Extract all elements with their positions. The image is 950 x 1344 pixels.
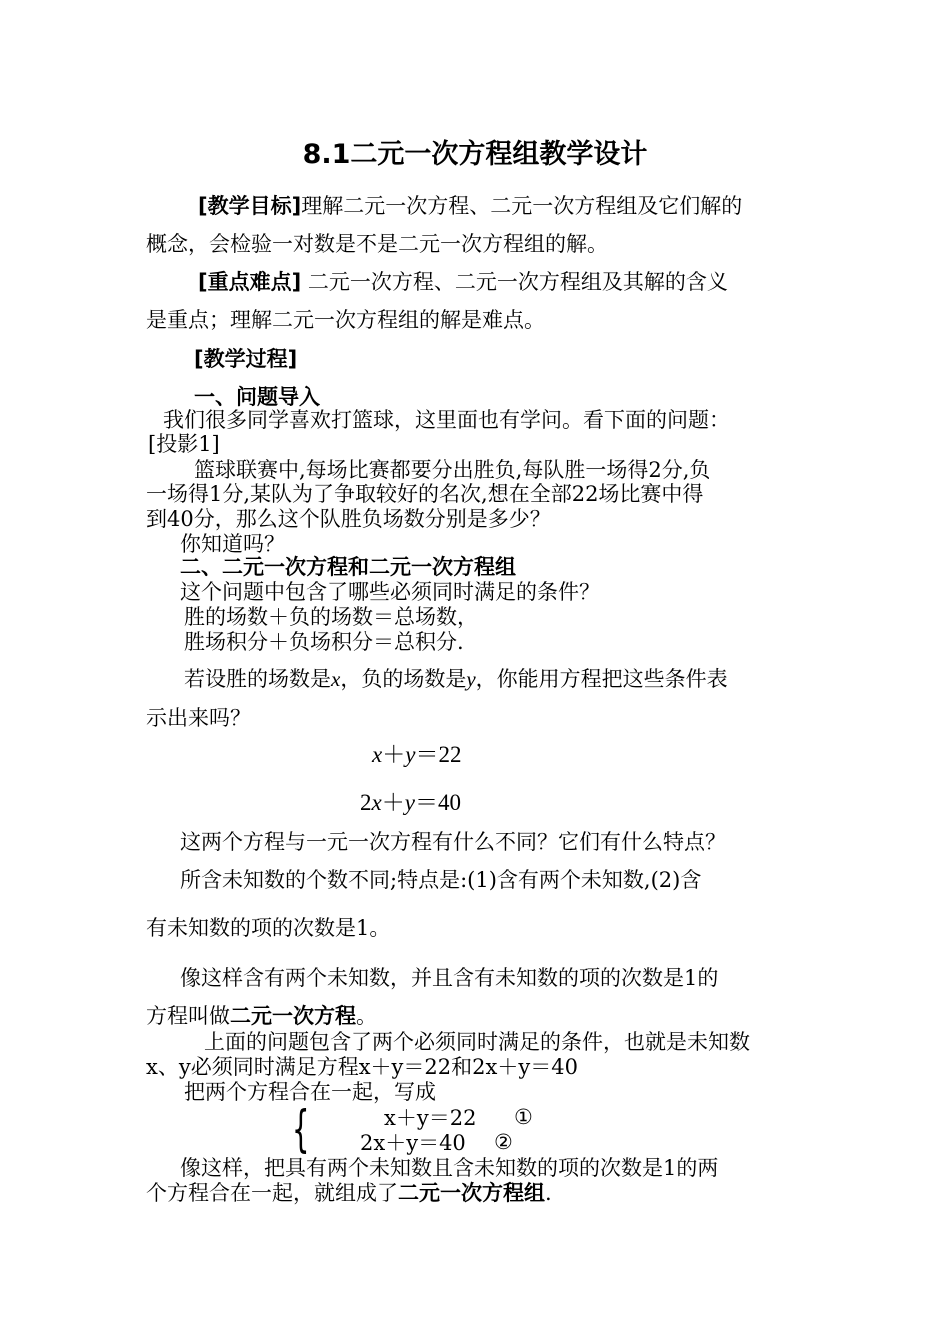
definition-1-term: 二元一次方程	[230, 1004, 356, 1028]
problem-line-2: 一场得1分,某队为了争取较好的名次,想在全部22场比赛中得	[146, 482, 704, 506]
variable-x: x	[331, 667, 341, 691]
equation-1-plus: ＋	[382, 742, 406, 767]
section-2-heading: 二、二元一次方程和二元一次方程组	[180, 555, 516, 579]
keypoints-text: 二元一次方程、二元一次方程组及其解的含义	[301, 270, 728, 294]
combine-text: 把两个方程合在一起，写成	[184, 1080, 436, 1104]
answer-line-2: 有未知数的项的次数是1。	[146, 916, 391, 940]
system-brace: {	[292, 1100, 310, 1158]
set-variable-text-2: ，负的场数是	[340, 667, 467, 691]
condition-1: 胜的场数＋负的场数＝总场数，	[184, 605, 478, 629]
definition-2-line-2	[146, 1181, 552, 1205]
system-marker-2: ②	[494, 1130, 513, 1154]
equation-2-plus: ＋	[381, 790, 405, 815]
problem-line-3: 到40分，那么这个队胜负场数分别是多少？	[146, 507, 551, 531]
conditions-line-1: 上面的问题包含了两个必须同时满足的条件，也就是未知数	[204, 1030, 750, 1054]
conditions-question: 这个问题中包含了哪些必须同时满足的条件？	[180, 580, 600, 604]
condition-2: 胜场积分＋负场积分＝总积分.	[184, 630, 464, 654]
set-variable-text-1: 若设胜的场数是	[184, 667, 331, 691]
equation-2-rhs: ＝40	[414, 790, 461, 815]
definition-1-suffix: 。	[356, 1004, 377, 1028]
equation-2-x: x	[371, 790, 382, 815]
objective-line-1	[198, 194, 742, 218]
keypoints-line-2: 是重点；理解二元一次方程组的解是难点。	[146, 308, 545, 332]
page-title: 8.1二元一次方程组教学设计	[302, 139, 648, 170]
set-variable-line-2: 示出来吗？	[146, 706, 251, 730]
equation-2	[360, 790, 461, 816]
conditions-line-2: x、y必须同时满足方程x＋y＝22和2x＋y＝40	[146, 1055, 578, 1079]
keypoints-line-1	[198, 270, 728, 294]
problem-line-1: 篮球联赛中,每场比赛都要分出胜负,每队胜一场得2分,负	[194, 458, 711, 482]
equation-1	[372, 742, 461, 768]
system-equation-2: 2x＋y＝40	[360, 1131, 466, 1155]
equation-1-rhs: ＝22	[415, 742, 462, 767]
difference-question: 这两个方程与一元一次方程有什么不同？它们有什么特点？	[180, 830, 726, 854]
definition-1-prefix: 方程叫做	[146, 1004, 230, 1028]
set-variable-line-1	[184, 667, 728, 691]
equation-2-coef: 2	[360, 790, 372, 815]
equation-2-y: y	[404, 790, 415, 815]
definition-1-line-1: 像这样含有两个未知数，并且含有未知数的项的次数是1的	[180, 966, 719, 990]
variable-y: y	[466, 667, 476, 691]
answer-line-1: 所含未知数的个数不同;特点是:(1)含有两个未知数,(2)含	[180, 868, 702, 892]
set-variable-text-3: ，你能用方程把这些条件表	[475, 667, 728, 691]
definition-2-term: 二元一次方程组	[398, 1181, 545, 1205]
section-1-question: 你知道吗？	[180, 532, 285, 556]
system-marker-1: ①	[514, 1105, 533, 1129]
section-1-heading: 一、问题导入	[194, 385, 320, 409]
definition-1-line-2	[146, 1004, 377, 1028]
process-label: [教学过程]	[194, 347, 298, 371]
system-equation-1: x＋y＝22	[384, 1106, 477, 1130]
objective-line-2: 概念，会检验一对数是不是二元一次方程组的解。	[146, 232, 608, 256]
equation-1-y: y	[405, 742, 416, 767]
keypoints-label: [重点难点]	[198, 270, 302, 294]
section-1-intro: 我们很多同学喜欢打篮球，这里面也有学问。看下面的问题：	[163, 408, 730, 432]
objective-label: [教学目标]	[198, 194, 302, 218]
definition-2-line-1: 像这样，把具有两个未知数且含未知数的项的次数是1的两	[180, 1156, 719, 1180]
definition-2-prefix: 个方程合在一起，就组成了	[146, 1181, 398, 1205]
projection-label: [投影1]	[148, 432, 220, 456]
equation-1-x: x	[372, 742, 383, 767]
objective-text: 理解二元一次方程、二元一次方程组及它们解的	[301, 194, 743, 218]
definition-2-suffix: .	[545, 1181, 552, 1205]
